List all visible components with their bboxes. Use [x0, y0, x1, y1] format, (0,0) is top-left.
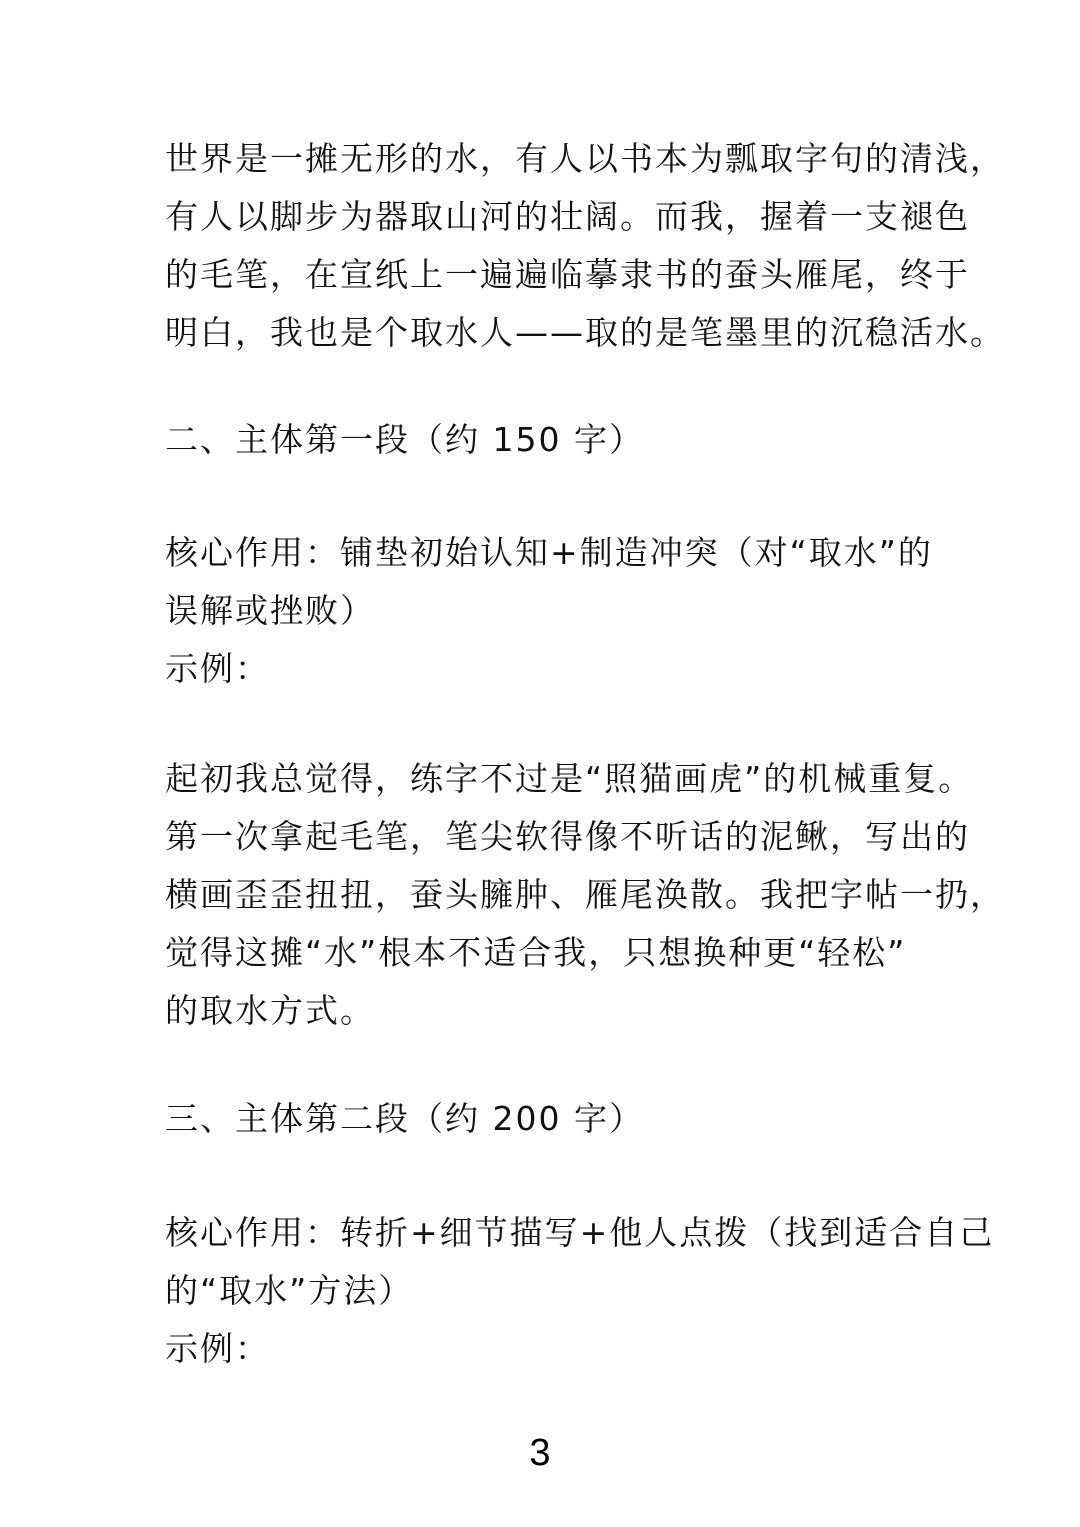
section-three-role: [165, 1204, 995, 1378]
role-line: 误解或挫败）: [165, 591, 375, 630]
example-line: 的取水方式。: [165, 991, 375, 1030]
example-label: 示例：: [165, 1329, 270, 1368]
paragraph-line: 的毛笔，在宣纸上一遍遍临摹隶书的蚕头雁尾，终于: [165, 255, 970, 294]
example-line: 第一次拿起毛笔，笔尖软得像不听话的泥鳅，写出的: [165, 817, 970, 856]
section-two-heading: [165, 411, 925, 469]
role-line: 核心作用：转折+细节描写+他人点拨（找到适合自己: [165, 1213, 995, 1252]
page-number: 3: [529, 1432, 551, 1474]
section-heading: 二、主体第一段（约 150 字）: [165, 420, 644, 459]
paragraph-line: 有人以脚步为器取山河的壮阔。而我，握着一支褪色: [165, 197, 970, 236]
section-two-example: [165, 750, 1005, 1040]
role-line: 的“取水”方法）: [165, 1271, 414, 1310]
section-heading: 三、主体第二段（约 200 字）: [165, 1099, 644, 1138]
example-label: 示例：: [165, 649, 270, 688]
example-line: 横画歪歪扭扭，蚕头臃肿、雁尾涣散。我把字帖一扔，: [165, 875, 1005, 914]
section-two-role: [165, 524, 933, 698]
example-line: 觉得这摊“水”根本不适合我，只想换种更“轻松”: [165, 933, 907, 972]
section-three-heading: [165, 1090, 925, 1148]
paragraph-line: 世界是一摊无形的水，有人以书本为瓢取字句的清浅，: [165, 139, 1005, 178]
intro-paragraph: [165, 130, 1005, 362]
role-line: 核心作用：铺垫初始认知+制造冲突（对“取水”的: [165, 533, 933, 572]
paragraph-line: 明白，我也是个取水人——取的是笔墨里的沉稳活水。: [165, 313, 1005, 352]
example-line: 起初我总觉得，练字不过是“照猫画虎”的机械重复。: [165, 759, 974, 798]
